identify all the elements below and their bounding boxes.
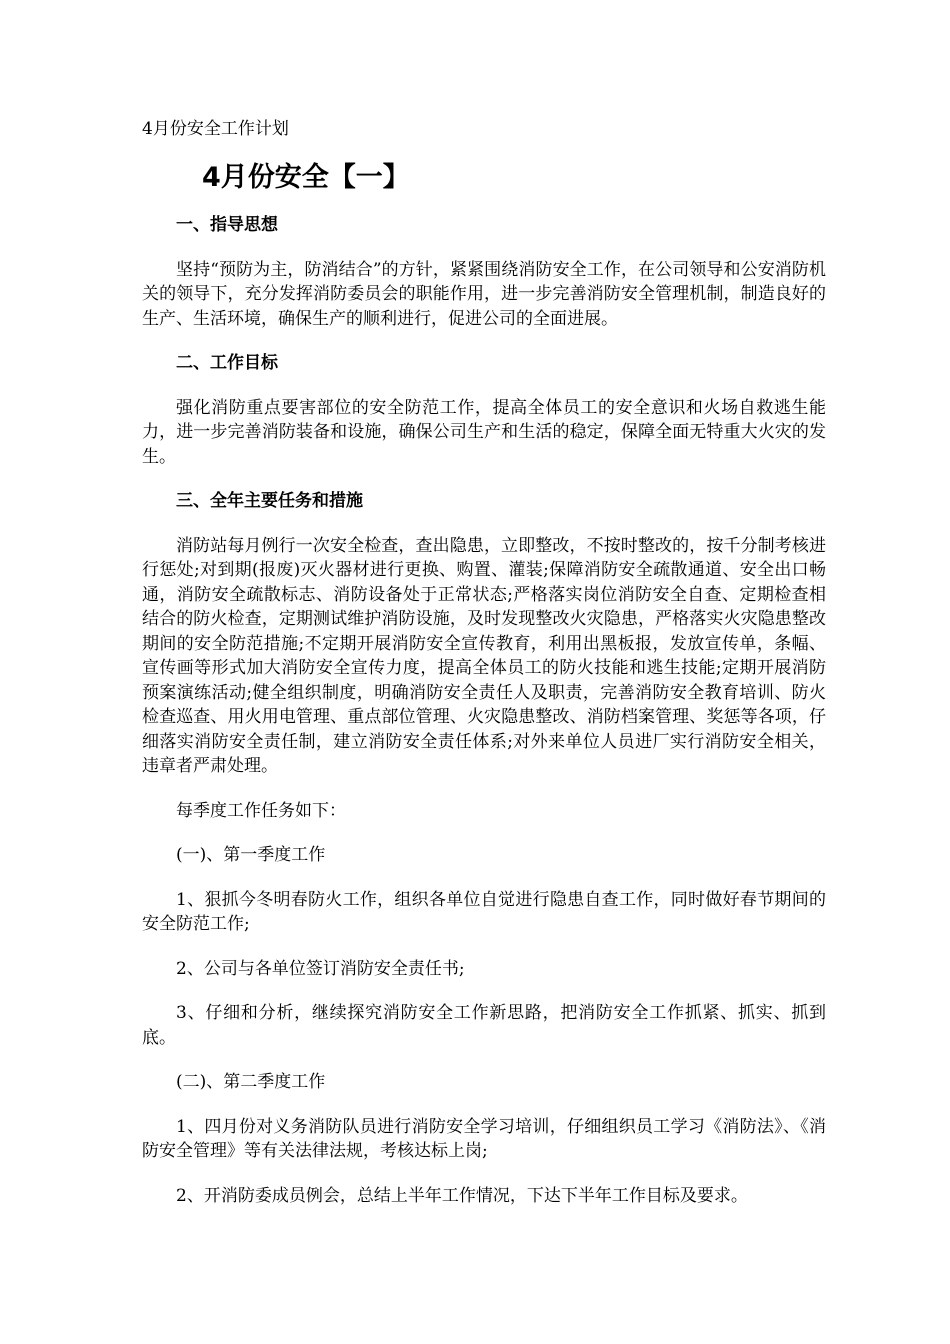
document-body bbox=[142, 213, 826, 1228]
list-item: 1、狠抓今冬明春防火工作，组织各单位自觉进行隐患自查工作，同时做好春节期间的安全防范工作; bbox=[142, 889, 826, 934]
list-item: 2、公司与各单位签订消防安全责任书; bbox=[176, 958, 465, 979]
subheading-q2: (二)、第二季度工作 bbox=[176, 1072, 326, 1092]
paragraph-annual-tasks: 消防站每月例行一次安全检查，查出隐患，立即整改，不按时整改的，按千分制考核进行惩处;对到期(报废)灭火器材进行更换、购置、灌装;保障消防安全疏散通道、安全出口畅通，消防安全疏散标志、消防设备处于正常状态;严格落实岗位消防安全自查、定期检查相结合的防火检查，定期测试维护消防设施，及时发现整改火灾隐患，严格落实火灾隐患整改期间的安全防范措施;不定期开展消防安全宣传教育，利用出黑板报，发放宣传单，条幅、宣传画等形式加大消防安全宣传力度，提高全体员工的防火技能和逃生技能;定期开展消防预案演练活动;健全组织制度，明确消防安全责任人及职责，完善消防安全教育培训、防火检查巡查、用火用电管理、重点部位管理、火灾隐患整改、消防档案管理、奖惩等各项，仔细落实消防安全责任制，建立消防安全责任体系;对外来单位人员进厂实行消防安全相关，违章者严肃处理。 bbox=[142, 535, 826, 776]
list-item: 1、四月份对义务消防队员进行消防安全学习培训，仔细组织员工学习《消防法》、《消防安全管理》等有关法律法规，考核达标上岗; bbox=[142, 1116, 826, 1161]
document-title: 4月份安全工作计划 bbox=[142, 119, 289, 139]
list-item: 3、仔细和分析，继续探究消防安全工作新思路，把消防安全工作抓紧、抓实、抓到底。 bbox=[142, 1003, 826, 1048]
subheading-q1: (一)、第一季度工作 bbox=[176, 845, 326, 865]
list-item: 2、开消防委成员例会，总结上半年工作情况，下达下半年工作目标及要求。 bbox=[176, 1185, 748, 1206]
paragraph-work-goals: 强化消防重点要害部位的安全防范工作，提高全体员工的安全意识和火场自救逃生能力，进一步完善消防装备和设施，确保公司生产和生活的稳定，保障全面无特重大火灾的发生。 bbox=[142, 397, 826, 467]
main-heading: 4月份安全【一】 bbox=[202, 162, 410, 193]
section-heading-work-goals: 二、工作目标 bbox=[176, 353, 278, 373]
section-heading-annual-tasks: 三、全年主要任务和措施 bbox=[176, 491, 363, 511]
paragraph-quarterly-intro: 每季度工作任务如下： bbox=[176, 800, 346, 821]
paragraph-guiding-ideology: 坚持“预防为主，防消结合”的方针，紧紧围绕消防安全工作，在公司领导和公安消防机关的领导下，充分发挥消防委员会的职能作用，进一步完善消防安全管理机制，制造良好的生产、生活环境，确保生产的顺利进行，促进公司的全面进展。 bbox=[142, 259, 826, 329]
section-heading-guiding-ideology: 一、指导思想 bbox=[176, 215, 278, 235]
